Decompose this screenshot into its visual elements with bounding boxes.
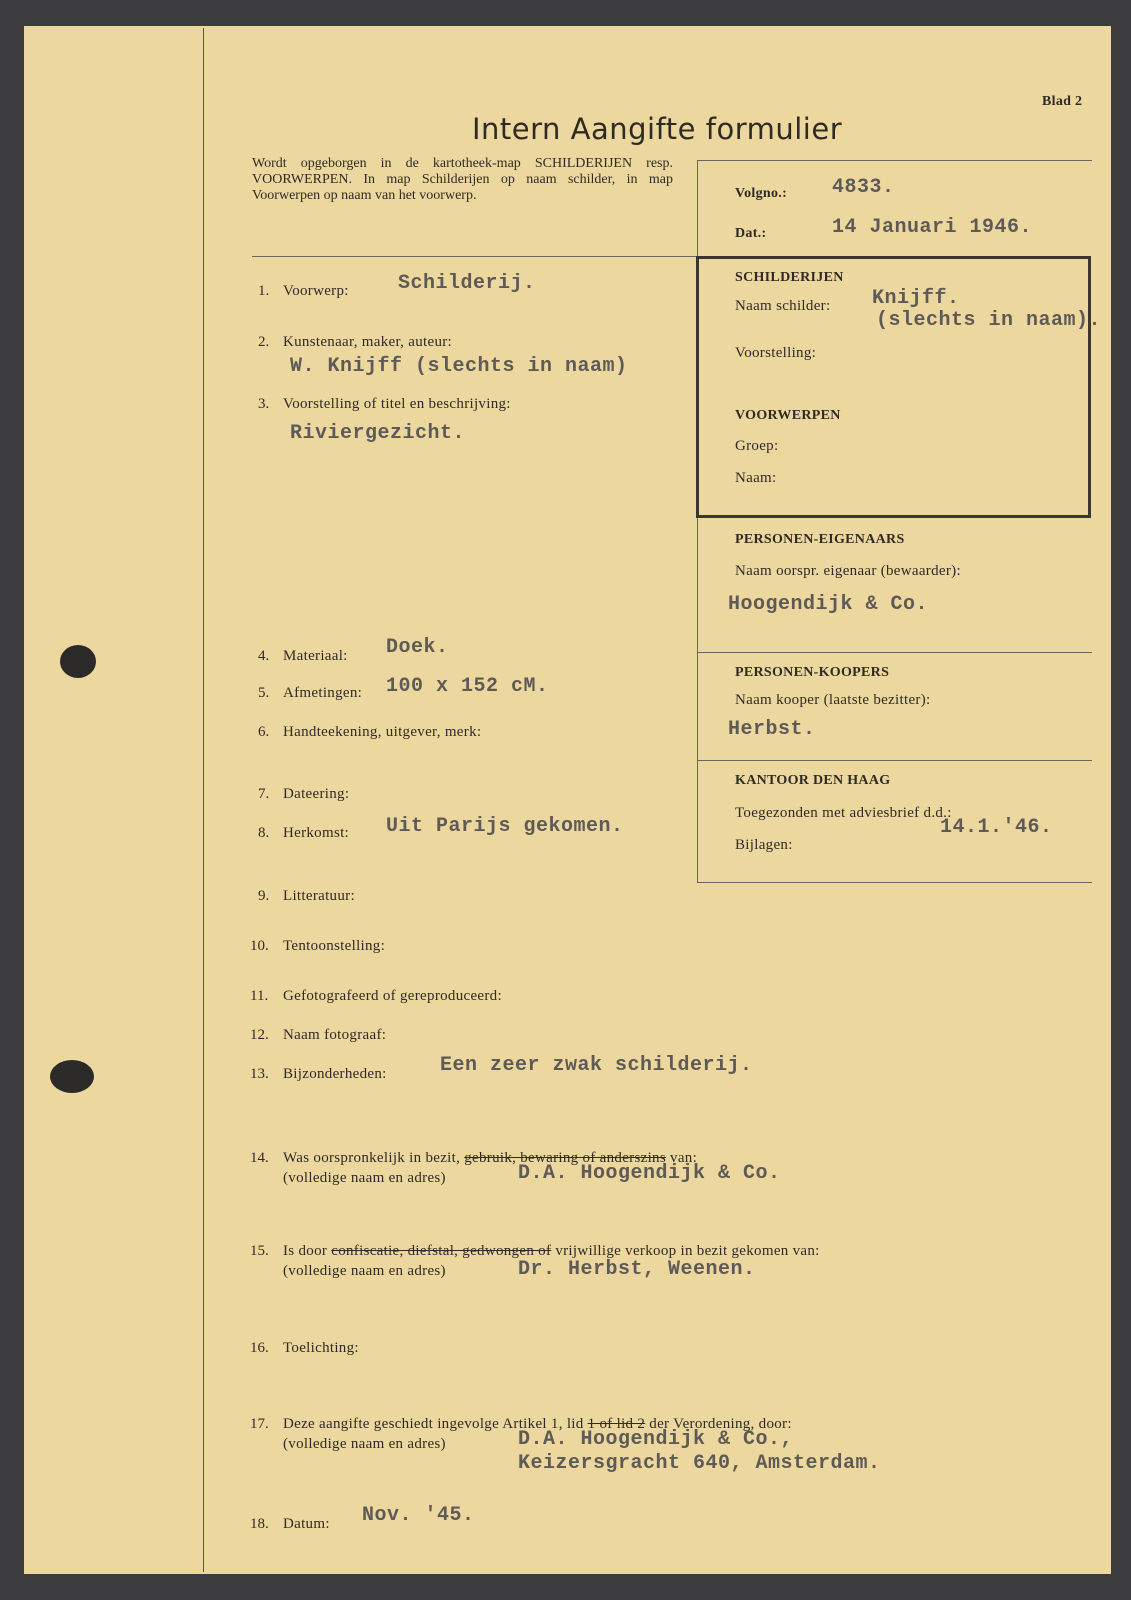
voorstelling-label: Voorstelling:: [735, 345, 817, 361]
field-label: Bijzonderheden:: [283, 1066, 387, 1082]
struck-text: confiscatie, diefstal, gedwongen of: [331, 1243, 552, 1259]
koopers-rule: [697, 760, 1092, 761]
form-title: Intern Aangifte formulier: [472, 112, 843, 146]
field-label: Naam fotograaf:: [283, 1027, 387, 1043]
field-number: 10.: [250, 938, 269, 954]
field-label: Voorwerp:: [283, 283, 349, 299]
field-sublabel: (volledige naam en adres): [283, 1170, 446, 1186]
field-number: 12.: [250, 1027, 269, 1043]
kantoor-rule: [697, 882, 1092, 883]
field-value: W. Knijff (slechts in naam): [290, 355, 628, 378]
dat-value: 14 Januari 1946.: [832, 216, 1033, 239]
field-label-part: vrijwillige verkoop in bezit gekomen van:: [555, 1243, 820, 1259]
groep-label: Groep:: [735, 438, 779, 454]
field-value: Doek.: [386, 636, 449, 659]
field-label-part: Is door: [283, 1243, 328, 1259]
field-label: Handteekening, uitgever, merk:: [283, 724, 482, 740]
field-label: Dateering:: [283, 786, 350, 802]
field-label: Afmetingen:: [283, 685, 363, 701]
koopers-heading: PERSONEN-KOOPERS: [735, 665, 890, 680]
field-label-part: van:: [670, 1150, 698, 1166]
header-divider: [697, 160, 698, 256]
naam-schilder-label: Naam schilder:: [735, 298, 831, 314]
field-number: 1.: [258, 283, 270, 299]
kooper-value: Herbst.: [728, 718, 816, 741]
field-label-part: Was oorspronkelijk in bezit,: [283, 1150, 461, 1166]
eigenaar-value: Hoogendijk & Co.: [728, 593, 929, 616]
field-label: Toelichting:: [283, 1340, 359, 1356]
field-value-2: Keizersgracht 640, Amsterdam.: [518, 1452, 881, 1475]
dat-label: Dat.:: [735, 226, 767, 241]
field-label: Gefotografeerd of gereproduceerd:: [283, 988, 502, 1004]
field-sublabel: (volledige naam en adres): [283, 1436, 446, 1452]
field-sublabel: (volledige naam en adres): [283, 1263, 446, 1279]
field-number: 9.: [258, 888, 270, 904]
field-label-part: Deze aangifte geschiedt ingevolge Artikel 1, lid: [283, 1416, 584, 1432]
field-number: 3.: [258, 396, 270, 412]
header-rule: [697, 160, 1092, 161]
punch-hole-top: [60, 645, 96, 678]
struck-text: 1 of lid 2: [587, 1416, 646, 1432]
field-number: 17.: [250, 1416, 269, 1432]
volgno-label: Volgno.:: [735, 186, 788, 201]
field-label: Herkomst:: [283, 825, 350, 841]
eigenaars-heading: PERSONEN-EIGENAARS: [735, 532, 905, 547]
form-intro: Wordt opgeborgen in de kartotheek-map SCHILDERIJEN resp. VOORWERPEN. In map Schilderijen op naam schilder, in map Voorwerpen op naam van het voorwerp.: [252, 156, 673, 203]
struck-text: gebruik, bewaring of anderszins: [464, 1150, 666, 1166]
left-rule: [252, 256, 697, 257]
kooper-label: Naam kooper (laatste bezitter):: [735, 692, 931, 708]
field-value: Uit Parijs gekomen.: [386, 815, 624, 838]
field-number: 4.: [258, 648, 270, 664]
punch-hole-bottom: [50, 1060, 94, 1093]
field-label-part: der Verordening, door:: [649, 1416, 792, 1432]
margin-line: [203, 28, 204, 1572]
voorwerpen-heading: VOORWERPEN: [735, 408, 841, 423]
eigenaar-label: Naam oorspr. eigenaar (bewaarder):: [735, 563, 961, 579]
kantoor-heading: KANTOOR DEN HAAG: [735, 773, 891, 788]
voorwerp-naam-label: Naam:: [735, 470, 777, 486]
field-number: 13.: [250, 1066, 269, 1082]
field-label: Materiaal:: [283, 648, 348, 664]
field-number: 8.: [258, 825, 270, 841]
bijlagen-label: Bijlagen:: [735, 837, 793, 853]
field-number: 7.: [258, 786, 270, 802]
field-value: 100 x 152 cM.: [386, 675, 549, 698]
schilderijen-heading: SCHILDERIJEN: [735, 270, 844, 285]
field-label: Voorstelling of titel en beschrijving:: [283, 396, 511, 412]
field-number: 16.: [250, 1340, 269, 1356]
right-column-line: [697, 518, 698, 882]
sheet-number: Blad 2: [1042, 94, 1083, 109]
naam-schilder-value: Knijff.: [872, 287, 960, 310]
field-value: Riviergezicht.: [290, 422, 466, 445]
field-number: 14.: [250, 1150, 269, 1166]
field-value: D.A. Hoogendijk & Co.: [518, 1162, 781, 1185]
toegezonden-value: 14.1.'46.: [940, 816, 1053, 839]
field-value: Nov. '45.: [362, 1504, 475, 1527]
field-number: 18.: [250, 1516, 269, 1532]
field-label: Kunstenaar, maker, auteur:: [283, 334, 453, 350]
field-number: 2.: [258, 334, 270, 350]
field-value: Een zeer zwak schilderij.: [440, 1054, 753, 1077]
field-label: Litteratuur:: [283, 888, 355, 904]
naam-schilder-value-2: (slechts in naam).: [876, 309, 1102, 332]
field-label: Tentoonstelling:: [283, 938, 386, 954]
field-label: Datum:: [283, 1516, 330, 1532]
field-value: Schilderij.: [398, 272, 536, 295]
field-number: 15.: [250, 1243, 269, 1259]
volgno-value: 4833.: [832, 176, 895, 199]
field-number: 11.: [250, 988, 269, 1004]
eigenaars-rule: [697, 652, 1092, 653]
field-number: 6.: [258, 724, 270, 740]
field-value: D.A. Hoogendijk & Co.,: [518, 1428, 794, 1451]
field-number: 5.: [258, 685, 270, 701]
toegezonden-label: Toegezonden met adviesbrief d.d.:: [735, 805, 952, 821]
field-value: Dr. Herbst, Weenen.: [518, 1258, 756, 1281]
